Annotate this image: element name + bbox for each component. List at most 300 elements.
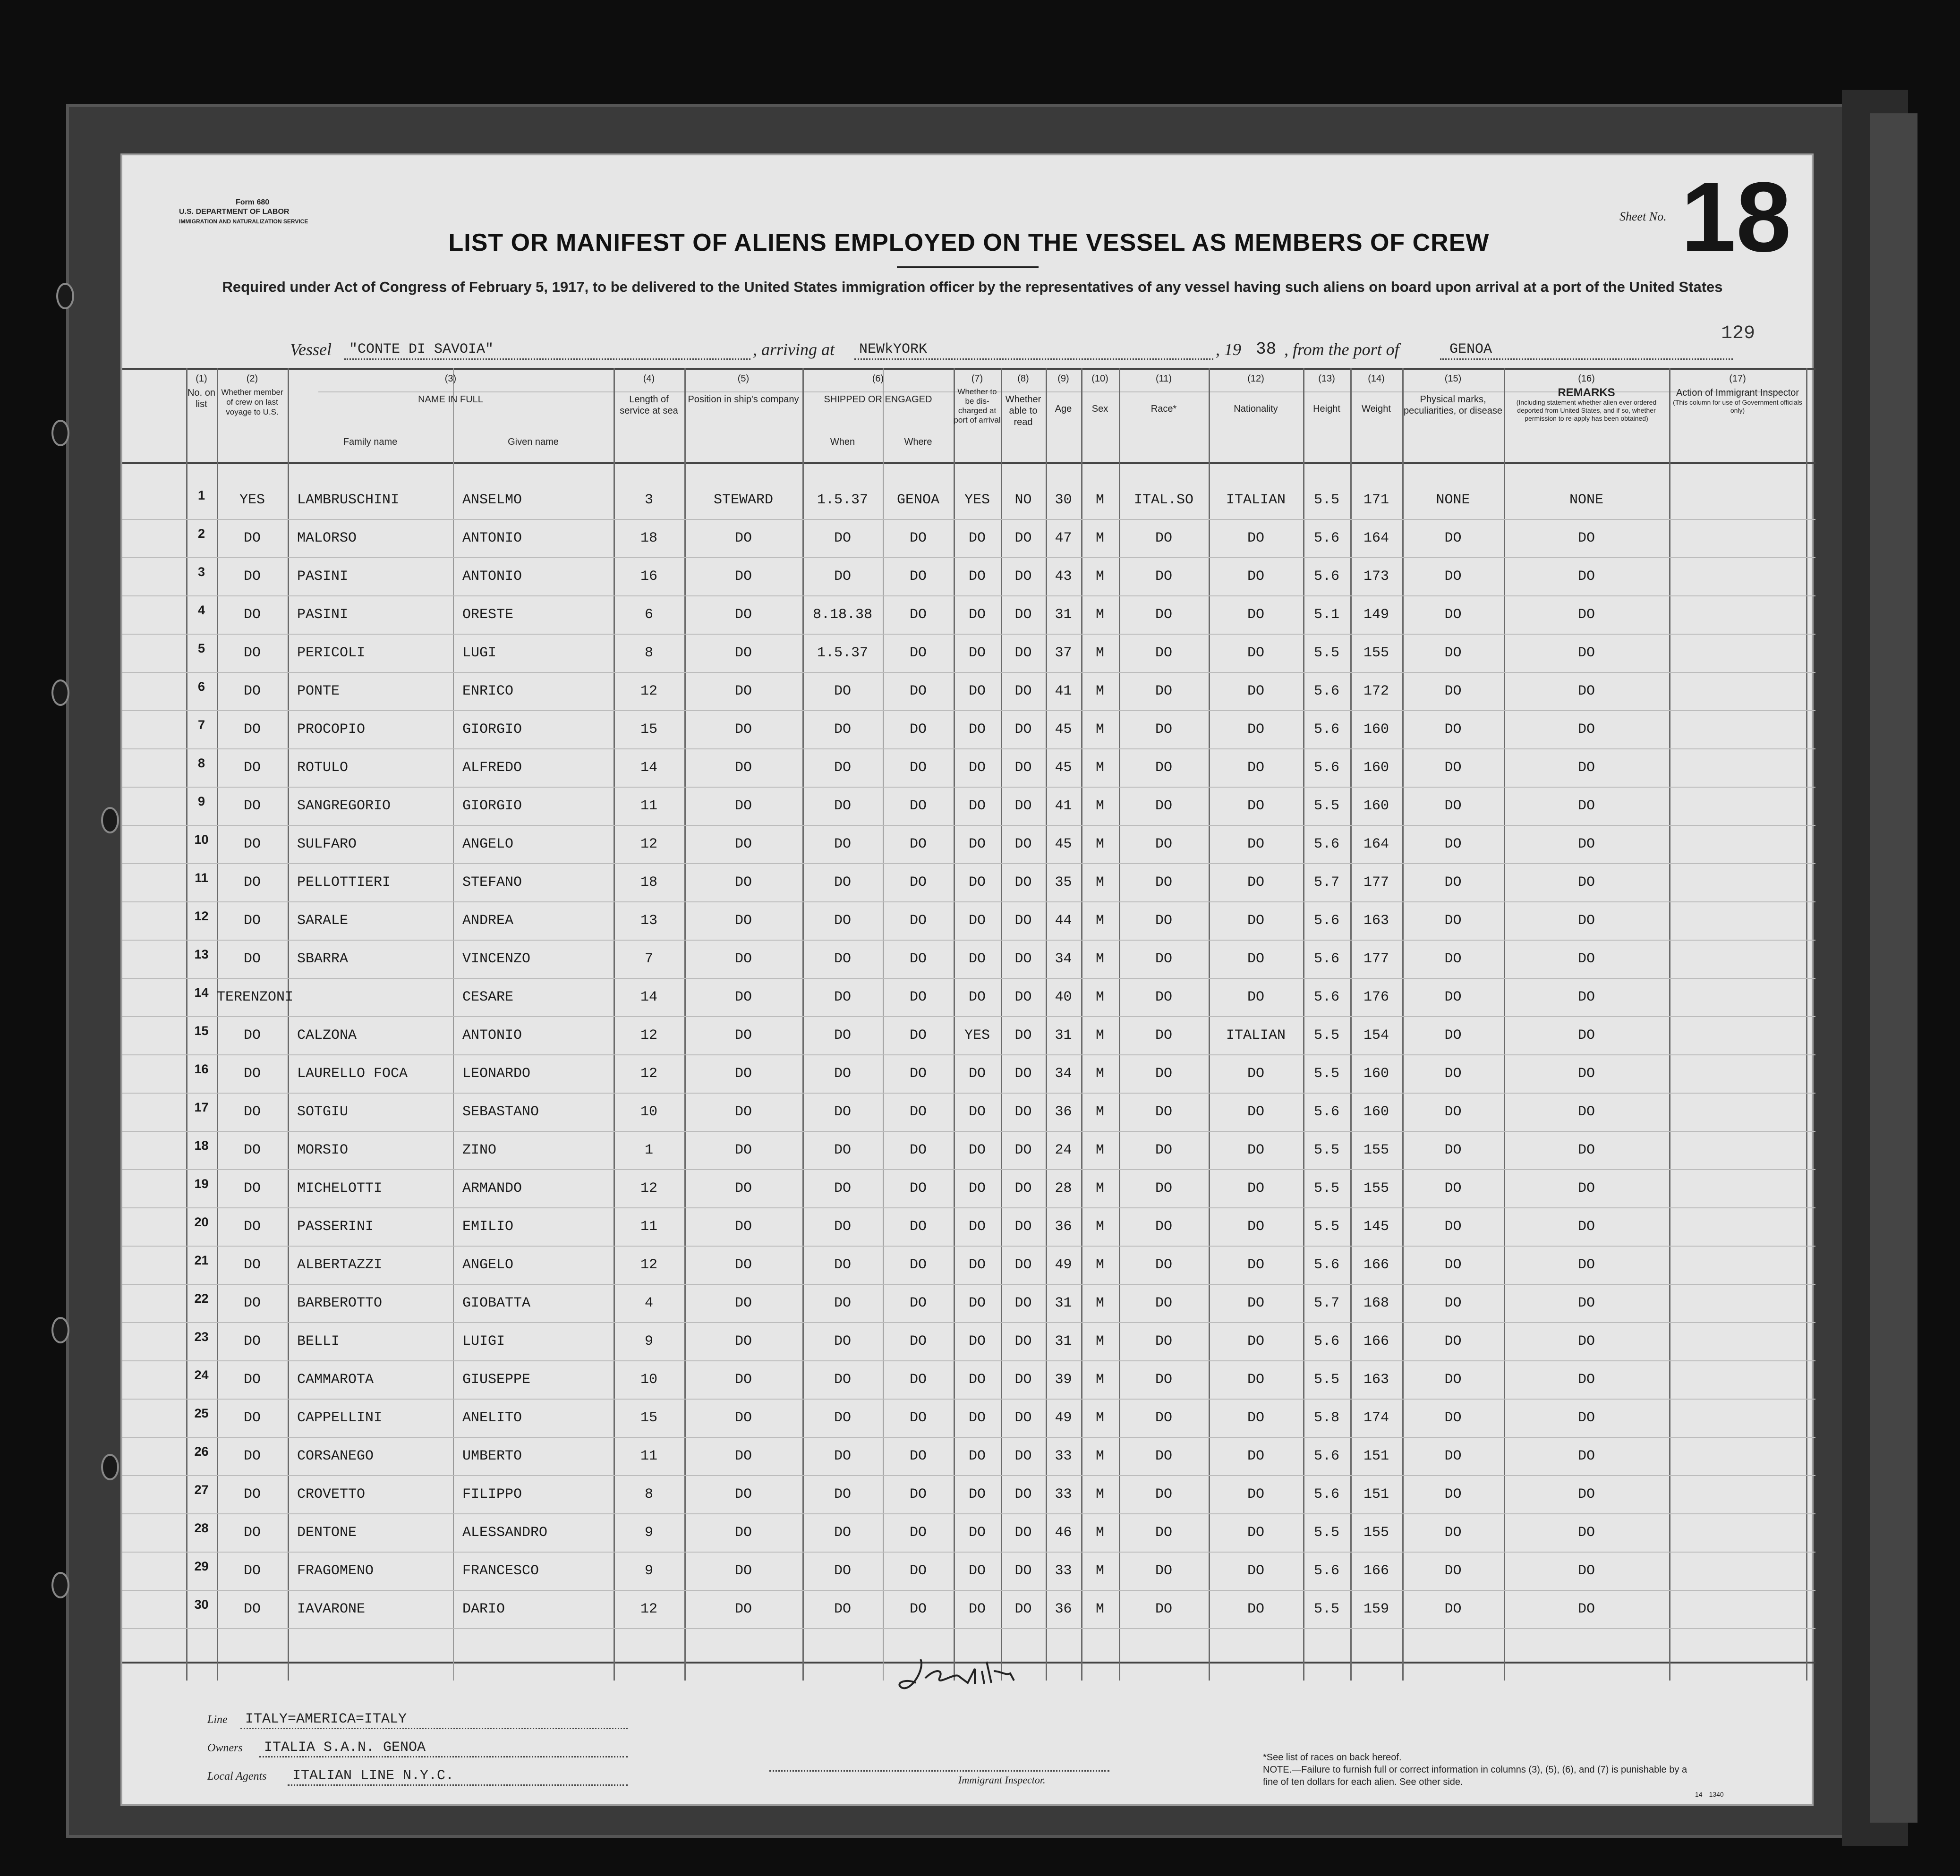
- cell-when: DO: [834, 1333, 851, 1350]
- cell-read: DO: [1014, 913, 1032, 929]
- header-col-3-label: NAME IN FULL: [418, 394, 483, 405]
- cell-family: ROTULO: [297, 760, 349, 776]
- inspector-signature: [892, 1650, 1043, 1702]
- header-col-8-number: (8): [1017, 374, 1029, 384]
- cell-given: CESARE: [462, 989, 514, 1005]
- cell-when: DO: [834, 569, 851, 585]
- cell-race: DO: [1155, 1525, 1172, 1541]
- cell-sex: M: [1095, 530, 1104, 546]
- cell-nationality: DO: [1247, 1525, 1264, 1541]
- cell-weight: 177: [1363, 951, 1389, 967]
- header-col-16: [1504, 374, 1669, 423]
- cell-weight: 160: [1363, 798, 1389, 814]
- cell-race: DO: [1155, 1257, 1172, 1273]
- cell-weight: 155: [1363, 1525, 1389, 1541]
- cell-discharged: DO: [968, 951, 986, 967]
- cell-position: DO: [734, 1563, 752, 1579]
- cell-position: DO: [734, 1448, 752, 1464]
- cell-position: DO: [734, 569, 752, 585]
- cell-race: DO: [1155, 874, 1172, 891]
- cell-no: 24: [194, 1368, 209, 1382]
- cell-no: 1: [197, 488, 205, 502]
- cell-position: DO: [734, 1410, 752, 1426]
- page-title: LIST OR MANIFEST OF ALIENS EMPLOYED ON THE VESSEL AS MEMBERS OF CREW: [448, 229, 1490, 256]
- cell-position: STEWARD: [713, 492, 774, 508]
- header-given-name: Given name: [508, 437, 559, 447]
- cell-given: ZINO: [462, 1142, 497, 1158]
- cell-service: 10: [640, 1372, 657, 1388]
- table-top-rule: [122, 368, 1815, 370]
- cell-family: MICHELOTTI: [297, 1180, 383, 1197]
- cell-weight: 155: [1363, 1142, 1389, 1158]
- cell-weight: 176: [1363, 989, 1389, 1005]
- cell-position: DO: [734, 722, 752, 738]
- cell-nationality: DO: [1247, 1180, 1264, 1197]
- cell-nationality: DO: [1247, 874, 1264, 891]
- cell-race: DO: [1155, 760, 1172, 776]
- cell-when: DO: [834, 989, 851, 1005]
- header-col-4-label: Length of service at sea: [620, 394, 678, 416]
- cell-discharged: DO: [968, 1066, 986, 1082]
- cell-sex: M: [1095, 798, 1104, 814]
- cell-sex: M: [1095, 1333, 1104, 1350]
- cell-sex: M: [1095, 1027, 1104, 1044]
- header-col-13: [1303, 374, 1350, 415]
- cell-family: LAURELLO FOCA: [297, 1066, 408, 1082]
- cell-race: DO: [1155, 645, 1172, 661]
- header-col-7: [954, 374, 1001, 425]
- cell-read: DO: [1014, 530, 1032, 546]
- cell-where: DO: [909, 1525, 927, 1541]
- table-row: [122, 902, 1815, 940]
- cell-given: FILIPPO: [462, 1486, 522, 1502]
- cell-race: DO: [1155, 1180, 1172, 1197]
- cell-height: 5.6: [1313, 530, 1339, 546]
- cell-weight: 163: [1363, 1372, 1389, 1388]
- cell-remarks: DO: [1577, 760, 1595, 776]
- cell-crew: DO: [243, 1333, 261, 1350]
- cell-marks: DO: [1444, 683, 1462, 699]
- cell-read: DO: [1014, 1486, 1032, 1502]
- cell-weight: 174: [1363, 1410, 1389, 1426]
- header-col-6a: [802, 436, 883, 448]
- cell-given: ANSELMO: [462, 492, 522, 508]
- cell-nationality: DO: [1247, 645, 1264, 661]
- inspector-label: Immigrant Inspector.: [958, 1774, 1046, 1786]
- cell-where: DO: [909, 1448, 927, 1464]
- cell-weight: 172: [1363, 683, 1389, 699]
- cell-no: 13: [194, 947, 209, 961]
- header-col-14: [1350, 374, 1402, 415]
- cell-nationality: DO: [1247, 1486, 1264, 1502]
- cell-age: 49: [1055, 1410, 1072, 1426]
- table-row: [122, 1208, 1815, 1246]
- cell-family: CROVETTO: [297, 1486, 366, 1502]
- cell-discharged: DO: [968, 530, 986, 546]
- cell-crew: DO: [243, 874, 261, 891]
- cell-crew: DO: [243, 1180, 261, 1197]
- cell-no: 19: [194, 1177, 209, 1191]
- cell-family: PASSERINI: [297, 1219, 374, 1235]
- cell-discharged: DO: [968, 569, 986, 585]
- cell-when: 1.5.37: [817, 492, 869, 508]
- cell-height: 5.6: [1313, 1486, 1339, 1502]
- cell-when: DO: [834, 1486, 851, 1502]
- cell-weight: 160: [1363, 1066, 1389, 1082]
- cell-no: 3: [197, 565, 205, 579]
- cell-when: DO: [834, 1410, 851, 1426]
- cell-position: DO: [734, 1104, 752, 1120]
- cell-service: 12: [640, 836, 657, 852]
- cell-remarks: DO: [1577, 798, 1595, 814]
- cell-position: DO: [734, 1295, 752, 1311]
- cell-no: 28: [194, 1521, 209, 1535]
- cell-marks: DO: [1444, 722, 1462, 738]
- cell-when: DO: [834, 836, 851, 852]
- cell-race: DO: [1155, 989, 1172, 1005]
- cell-remarks: DO: [1577, 1448, 1595, 1464]
- header-col-17-label: Action of Immigrant Inspector: [1676, 388, 1799, 398]
- cell-family: MORSIO: [297, 1142, 349, 1158]
- cell-marks: DO: [1444, 1142, 1462, 1158]
- table-row: [122, 978, 1815, 1016]
- cell-crew: DO: [243, 798, 261, 814]
- cell-service: 3: [644, 492, 653, 508]
- table-row: [122, 1552, 1815, 1590]
- cell-marks: DO: [1444, 1180, 1462, 1197]
- cell-position: DO: [734, 836, 752, 852]
- cell-age: 41: [1055, 798, 1072, 814]
- cell-weight: 154: [1363, 1027, 1389, 1044]
- cell-crew: YES: [239, 492, 265, 508]
- fill-rule: [854, 358, 1213, 360]
- cell-age: 36: [1055, 1219, 1072, 1235]
- cell-discharged: DO: [968, 1601, 986, 1617]
- cell-race: DO: [1155, 683, 1172, 699]
- cell-family: ALBERTAZZI: [297, 1257, 383, 1273]
- binder-hole: [56, 283, 74, 309]
- cell-family: SBARRA: [297, 951, 349, 967]
- cell-nationality: DO: [1247, 1104, 1264, 1120]
- table-row: [122, 1170, 1815, 1207]
- cell-height: 5.5: [1313, 798, 1339, 814]
- cell-height: 5.5: [1313, 1066, 1339, 1082]
- cell-where: DO: [909, 607, 927, 623]
- cell-given: FRANCESCO: [462, 1563, 539, 1579]
- cell-read: DO: [1014, 874, 1032, 891]
- cell-when: DO: [834, 1448, 851, 1464]
- cell-no: 10: [194, 832, 209, 847]
- cell-race: DO: [1155, 913, 1172, 929]
- cell-where: DO: [909, 760, 927, 776]
- cell-race: DO: [1155, 1410, 1172, 1426]
- cell-service: 18: [640, 874, 657, 891]
- cell-sex: M: [1095, 1410, 1104, 1426]
- cell-position: DO: [734, 1219, 752, 1235]
- cell-marks: DO: [1444, 530, 1462, 546]
- header-where: Where: [904, 437, 932, 447]
- cell-when: DO: [834, 1066, 851, 1082]
- cell-position: DO: [734, 1486, 752, 1502]
- binder-hole: [51, 420, 69, 446]
- cell-where: DO: [909, 1563, 927, 1579]
- binder-hole: [51, 1317, 69, 1343]
- cell-given: ANTONIO: [462, 1027, 522, 1044]
- cell-weight: 160: [1363, 722, 1389, 738]
- cell-discharged: DO: [968, 1104, 986, 1120]
- cell-family: SANGREGORIO: [297, 798, 391, 814]
- manifest-page: [120, 153, 1814, 1806]
- cell-crew: DO: [243, 913, 261, 929]
- cell-given: ANGELO: [462, 836, 514, 852]
- cell-crew: DO: [243, 1410, 261, 1426]
- cell-nationality: DO: [1247, 1448, 1264, 1464]
- cell-remarks: DO: [1577, 836, 1595, 852]
- cell-read: DO: [1014, 1372, 1032, 1388]
- cell-discharged: DO: [968, 1486, 986, 1502]
- cell-given: ARMANDO: [462, 1180, 522, 1197]
- cell-remarks: DO: [1577, 1601, 1595, 1617]
- cell-race: DO: [1155, 1333, 1172, 1350]
- cell-marks: DO: [1444, 836, 1462, 852]
- cell-marks: DO: [1444, 1219, 1462, 1235]
- cell-when: DO: [834, 683, 851, 699]
- cell-remarks: DO: [1577, 1257, 1595, 1273]
- header-col-16-label: REMARKS: [1558, 386, 1615, 399]
- cell-given: ALESSANDRO: [462, 1525, 548, 1541]
- cell-read: DO: [1014, 1027, 1032, 1044]
- cell-height: 5.6: [1313, 722, 1339, 738]
- cell-where: DO: [909, 1486, 927, 1502]
- cell-given: ANDREA: [462, 913, 514, 929]
- footer: [122, 1699, 1815, 1798]
- table-row: [122, 1093, 1815, 1131]
- cell-marks: DO: [1444, 798, 1462, 814]
- header-col-11-number: (11): [1155, 374, 1172, 384]
- table-row: [122, 864, 1815, 901]
- cell-discharged: DO: [968, 989, 986, 1005]
- cell-age: 45: [1055, 836, 1072, 852]
- cell-height: 5.6: [1313, 951, 1339, 967]
- cell-family: FRAGOMENO: [297, 1563, 374, 1579]
- cell-marks: DO: [1444, 1104, 1462, 1120]
- cell-height: 5.6: [1313, 1448, 1339, 1464]
- vessel-line: [122, 340, 1815, 368]
- cell-discharged: DO: [968, 1410, 986, 1426]
- cell-marks: DO: [1444, 989, 1462, 1005]
- cell-race: DO: [1155, 1142, 1172, 1158]
- agents-value: ITALIAN LINE N.Y.C.: [292, 1768, 454, 1784]
- cell-remarks: DO: [1577, 683, 1595, 699]
- cell-discharged: DO: [968, 1257, 986, 1273]
- cell-age: 41: [1055, 683, 1072, 699]
- from-port: GENOA: [1449, 341, 1492, 357]
- cell-crew: DO: [243, 1525, 261, 1541]
- cell-discharged: DO: [968, 874, 986, 891]
- cell-age: 24: [1055, 1142, 1072, 1158]
- header-col-17-number: (17): [1729, 374, 1746, 384]
- cell-read: DO: [1014, 1180, 1032, 1197]
- cell-read: NO: [1014, 492, 1032, 508]
- cell-weight: 166: [1363, 1563, 1389, 1579]
- agents-label: Local Agents: [207, 1770, 267, 1783]
- cell-where: DO: [909, 1295, 927, 1311]
- cell-nationality: ITALIAN: [1226, 1027, 1286, 1044]
- cell-height: 5.5: [1313, 1027, 1339, 1044]
- cell-read: DO: [1014, 836, 1032, 852]
- cell-position: DO: [734, 951, 752, 967]
- header-col-1-number: (1): [196, 374, 207, 384]
- cell-when: DO: [834, 1563, 851, 1579]
- header-col-5: [684, 374, 802, 405]
- cell-remarks: DO: [1577, 1372, 1595, 1388]
- header-col-8: [1001, 374, 1046, 428]
- cell-where: DO: [909, 1180, 927, 1197]
- table-row: [122, 1361, 1815, 1399]
- cell-age: 31: [1055, 1027, 1072, 1044]
- cell-family: PROCOPIO: [297, 722, 366, 738]
- cell-discharged: DO: [968, 798, 986, 814]
- sheet-label: Sheet No.: [1619, 210, 1667, 223]
- cell-crew: DO: [243, 1027, 261, 1044]
- header-col-1: [186, 374, 217, 410]
- cell-position: DO: [734, 1142, 752, 1158]
- cell-service: 6: [644, 607, 653, 623]
- cell-height: 5.5: [1313, 1372, 1339, 1388]
- header-col-4: [614, 374, 684, 416]
- cell-sex: M: [1095, 1066, 1104, 1082]
- line-value: ITALY=AMERICA=ITALY: [245, 1711, 407, 1727]
- cell-race: DO: [1155, 1448, 1172, 1464]
- cell-remarks: DO: [1577, 569, 1595, 585]
- cell-when: 1.5.37: [817, 645, 869, 661]
- header-col-12-number: (12): [1247, 374, 1264, 384]
- cell-sex: M: [1095, 1525, 1104, 1541]
- cell-age: 43: [1055, 569, 1072, 585]
- cell-crew: DO: [243, 951, 261, 967]
- cell-nationality: DO: [1247, 1066, 1264, 1082]
- cell-sex: M: [1095, 607, 1104, 623]
- cell-remarks: DO: [1577, 1563, 1595, 1579]
- cell-position: DO: [734, 683, 752, 699]
- cell-weight: 160: [1363, 1104, 1389, 1120]
- header-col-6-label: SHIPPED OR ENGAGED: [824, 394, 932, 405]
- cell-crew: DO: [243, 607, 261, 623]
- cell-where: DO: [909, 1601, 927, 1617]
- cell-height: 5.5: [1313, 645, 1339, 661]
- cell-where: DO: [909, 1219, 927, 1235]
- cell-given: LUIGI: [462, 1333, 505, 1350]
- cell-family: PONTE: [297, 683, 340, 699]
- arriving-label: , arriving at: [753, 340, 835, 359]
- cell-no: 15: [194, 1024, 209, 1038]
- cell-when: 8.18.38: [812, 607, 873, 623]
- cell-remarks: DO: [1577, 1066, 1595, 1082]
- header-col-5-number: (5): [737, 374, 750, 384]
- cell-race: DO: [1155, 1486, 1172, 1502]
- cell-family: IAVARONE: [297, 1601, 366, 1617]
- cell-marks: DO: [1444, 1295, 1462, 1311]
- cell-height: 5.6: [1313, 913, 1339, 929]
- cell-marks: DO: [1444, 1525, 1462, 1541]
- cell-service: 8: [644, 645, 653, 661]
- cell-family: PASINI: [297, 607, 349, 623]
- cell-family: BELLI: [297, 1333, 340, 1350]
- cell-height: 5.5: [1313, 1142, 1339, 1158]
- cell-where: DO: [909, 951, 927, 967]
- cell-race: DO: [1155, 1066, 1172, 1082]
- cell-no: 7: [197, 718, 205, 732]
- cell-position: DO: [734, 1027, 752, 1044]
- cell-service: 12: [640, 1027, 657, 1044]
- cell-no: 6: [197, 679, 205, 694]
- cell-where: DO: [909, 1333, 927, 1350]
- cell-race: DO: [1155, 1027, 1172, 1044]
- cell-nationality: DO: [1247, 530, 1264, 546]
- cell-where: DO: [909, 913, 927, 929]
- cell-service: 16: [640, 569, 657, 585]
- cell-read: DO: [1014, 645, 1032, 661]
- cell-race: DO: [1155, 951, 1172, 967]
- cell-no: 21: [194, 1253, 209, 1267]
- cell-no: 22: [194, 1291, 209, 1306]
- table-row: [122, 519, 1815, 557]
- cell-family: MALORSO: [297, 530, 357, 546]
- cell-discharged: DO: [968, 1142, 986, 1158]
- cell-read: DO: [1014, 760, 1032, 776]
- cell-where: DO: [909, 683, 927, 699]
- header-bottom-rule: [122, 462, 1815, 464]
- table-row: [122, 825, 1815, 863]
- cell-discharged: YES: [964, 1027, 990, 1044]
- cell-where: DO: [909, 989, 927, 1005]
- fill-rule: [240, 1728, 628, 1729]
- cell-marks: DO: [1444, 1563, 1462, 1579]
- cell-age: 35: [1055, 874, 1072, 891]
- cell-sex: M: [1095, 645, 1104, 661]
- cell-given: ENRICO: [462, 683, 514, 699]
- cell-nationality: DO: [1247, 1333, 1264, 1350]
- cell-position: DO: [734, 1333, 752, 1350]
- fill-rule: [288, 1784, 628, 1786]
- cell-given: ANTONIO: [462, 569, 522, 585]
- header-col-12: [1209, 374, 1303, 415]
- cell-remarks: DO: [1577, 1027, 1595, 1044]
- cell-weight: 149: [1363, 607, 1389, 623]
- cell-where: DO: [909, 1104, 927, 1120]
- cell-read: DO: [1014, 1257, 1032, 1273]
- cell-age: 31: [1055, 607, 1072, 623]
- cell-nationality: DO: [1247, 1372, 1264, 1388]
- cell-no: 9: [197, 794, 205, 808]
- cell-crew: DO: [243, 1295, 261, 1311]
- cell-given: GIOBATTA: [462, 1295, 531, 1311]
- header-col-6b: [883, 436, 954, 448]
- cell-weight: 145: [1363, 1219, 1389, 1235]
- year-suffix: 38: [1256, 340, 1277, 359]
- cell-remarks: DO: [1577, 645, 1595, 661]
- cell-crew: TERENZONI: [217, 989, 294, 1005]
- header-col-11-label: Race*: [1150, 404, 1177, 414]
- cell-sex: M: [1095, 683, 1104, 699]
- cell-service: 4: [644, 1295, 653, 1311]
- cell-crew: DO: [243, 530, 261, 546]
- header-col-15: [1402, 374, 1504, 416]
- cell-given: ANGELO: [462, 1257, 514, 1273]
- cell-race: DO: [1155, 530, 1172, 546]
- cell-family: CALZONA: [297, 1027, 357, 1044]
- cell-family: PASINI: [297, 569, 349, 585]
